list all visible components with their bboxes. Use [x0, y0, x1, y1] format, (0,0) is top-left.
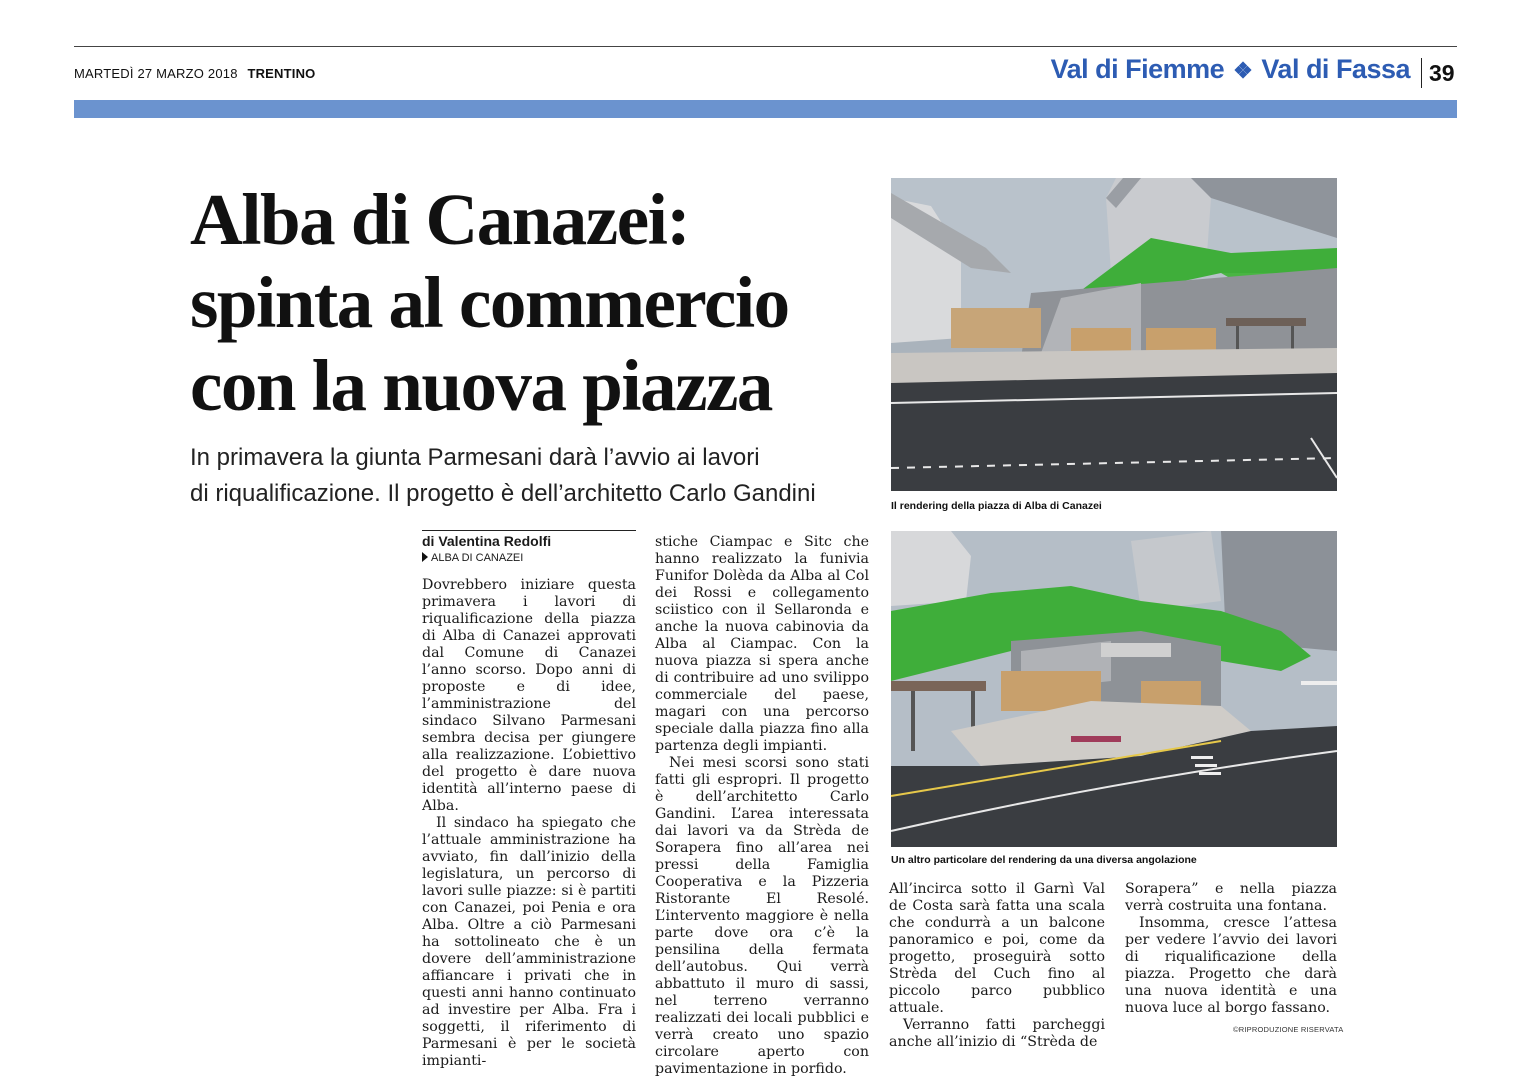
section-separator-icon: ❖ — [1233, 58, 1253, 83]
body-column-3 — [889, 881, 1105, 1051]
rendering-image-2 — [891, 531, 1337, 847]
copyright-notice: ©RIPRODUZIONE RISERVATA — [1233, 1025, 1344, 1034]
header-rule — [74, 46, 1457, 47]
rendering-illustration-1 — [891, 178, 1337, 491]
body-column-1 — [422, 577, 636, 1069]
paragraph: Nei mesi scorsi sono stati fatti gli espropri. Il progetto è dell’architetto Carlo Gandini. L’area interessata dai lavori va da Strèda de Sorapera fino all’area nei pressi della Famiglia Cooperativa e la Pizzeria Ristorante El Resolé. L’intervento maggiore è nella parte dove ora c’è la pensilina della fermata dell’autobus. Qui verrà abbattuto il muro di sassi, nel terreno verranno realizzati dei locali pubblici e verrà creato uno spazio circolare aperto con pavimentazione in porfido. — [655, 755, 869, 1077]
body-column-4 — [1125, 881, 1337, 1021]
section-left: Val di Fiemme — [1050, 54, 1225, 84]
dateline-location: ALBA DI CANAZEI — [422, 552, 636, 564]
paragraph: Sorapera” e nella piazza verrà costruita una fontana. — [1125, 881, 1337, 914]
byline — [422, 530, 636, 564]
paragraph: Il sindaco ha spiegato che l’attuale amministrazione ha avviato, fin dall’inizio della legislatura, un percorso di lavori sulle piazze: si è partiti con Canazei, poi Penia e ora Alba. Oltre a ciò Parmesani ha sottolineato che è un dovere dell’amministrazione affiancare i privati che in questi anni hanno continuato ad investire per Alba. Fra i soggetti, il riferimento di Parmesani è per le società impianti- — [422, 815, 636, 1069]
title-line: Alba di Canazei: — [190, 179, 690, 260]
section-title — [1051, 54, 1410, 85]
paragraph: Dovrebbero iniziare questa primavera i lavori di riqualificazione della piazza di Alba di Canazei approvati dal Comune di Canazei l’anno scorso. Dopo anni di proposte e di idee, l’amministrazione del sindaco Silvano Parmesani sembra decisa per giungere alla realizzazione. L’obiettivo del progetto è dare nuova identità all’interno paese di Alba. — [422, 577, 636, 814]
paragraph: All’incirca sotto il Garnì Val de Costa sarà fatta una scala che condurrà a un balcone panoramico e poi, come da progetto, proseguirà sotto Strèda del Cuch fino al piccolo parco pubblico attuale. — [889, 881, 1105, 1016]
image-caption-1: Il rendering della piazza di Alba di Canazei — [891, 500, 1102, 512]
title-line: spinta al commercio — [190, 262, 789, 343]
article-subtitle — [190, 440, 890, 512]
paragraph: Insomma, cresce l’attesa per vedere l’avvio dei lavori di riqualificazione della piazza. Progetto che darà una nuova identità e una nuova luce al borgo fassano. — [1125, 915, 1337, 1016]
author: di Valentina Redolfi — [422, 533, 552, 549]
paragraph: Verranno fatti parcheggi anche all’inizio di “Strèda de — [889, 1017, 1105, 1050]
header-date-line — [74, 66, 315, 81]
header-divider — [1421, 58, 1422, 88]
title-line: con la nuova piazza — [190, 345, 772, 426]
section-right: Val di Fassa — [1261, 54, 1410, 84]
issue-date: MARTEDÌ 27 MARZO 2018 — [74, 66, 238, 81]
section-color-band — [74, 100, 1457, 118]
subtitle-line: di riqualificazione. Il progetto è dell’architetto Carlo Gandini — [190, 480, 816, 507]
rendering-illustration-2 — [891, 531, 1337, 847]
subtitle-line: In primavera la giunta Parmesani darà l’avvio ai lavori — [190, 444, 760, 471]
page-number: 39 — [1429, 60, 1455, 86]
body-column-2 — [655, 534, 869, 1077]
rendering-image-1 — [891, 178, 1337, 491]
newspaper-name: TRENTINO — [247, 66, 316, 81]
article-title — [190, 178, 880, 427]
paragraph: stiche Ciampac e Sitc che hanno realizzato la funivia Funifor Dolèda da Alba al Col dei Rossi e collegamento sciistico con il Sellaronda e anche la nuova cabinovia da Alba al Ciampac. Con la nuova piazza si spera anche di contribuire ad uno svilippo commerciale del paese, magari con una percorso speciale dalla piazza fino alla partenza degli impianti. — [655, 534, 869, 754]
image-caption-2: Un altro particolare del rendering da una diversa angolazione — [891, 854, 1197, 866]
